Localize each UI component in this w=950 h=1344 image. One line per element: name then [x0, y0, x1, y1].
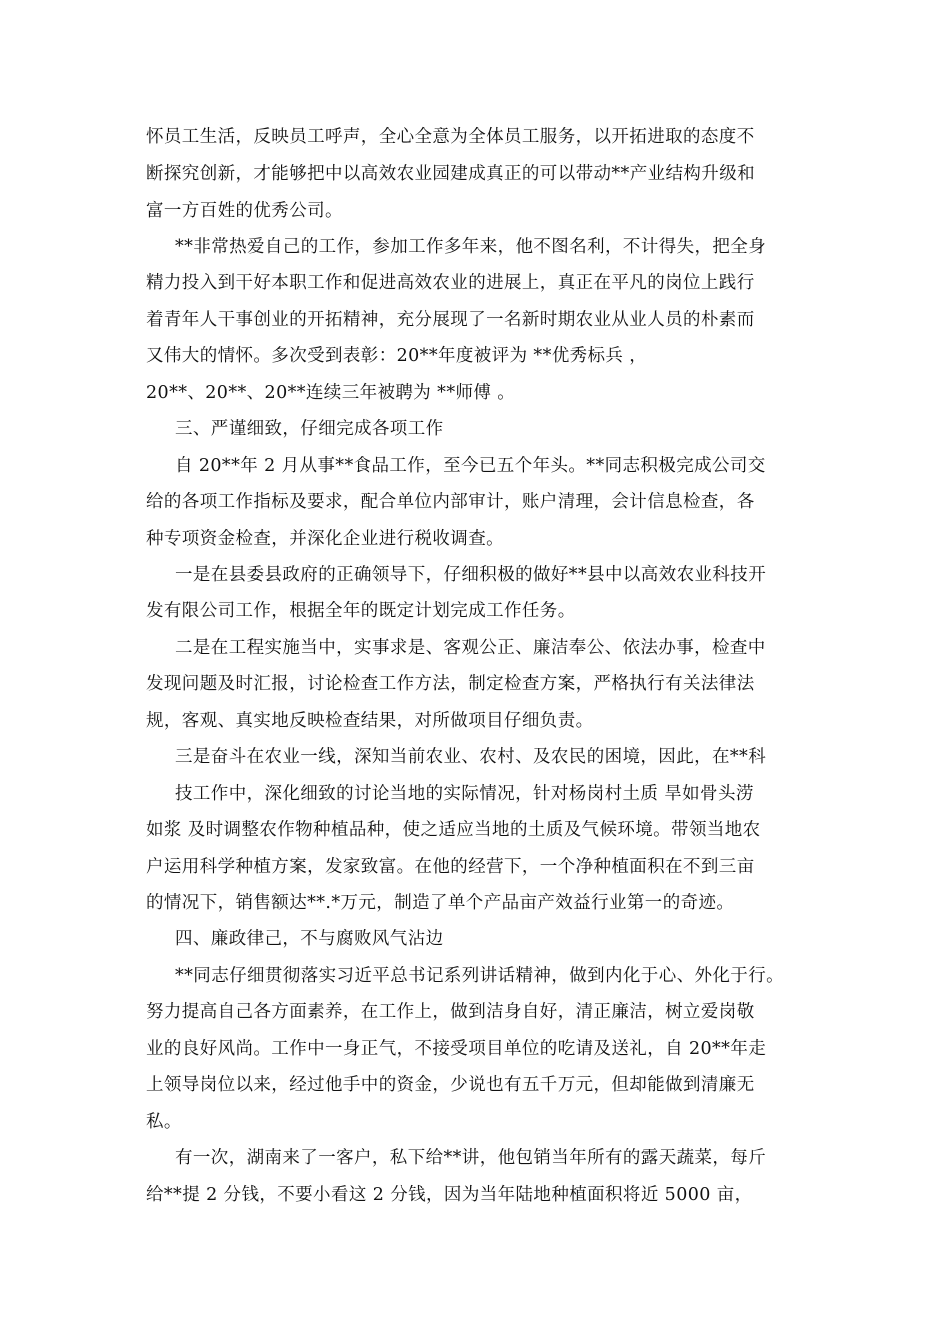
text-line: 怀员工生活，反映员工呼声，全心全意为全体员工服务，以开拓进取的态度不 [146, 127, 755, 147]
text-line: 种专项资金检查，并深化企业进行税收调查。 [146, 529, 504, 549]
text-line: 有一次，湖南来了一客户，私下给**讲，他包销当年所有的露天蔬菜，每斤 [175, 1148, 767, 1168]
text-line: 上领导岗位以来，经过他手中的资金，少说也有五千万元，但却能做到清廉无 [146, 1075, 755, 1095]
text-line: 着青年人干事创业的开拓精神，充分展现了一名新时期农业从业人员的朴素而 [146, 310, 755, 330]
text-line: 的情况下，销售额达**.*万元，制造了单个产品亩产效益行业第一的奇迹。 [146, 893, 735, 913]
text-line: **同志仔细贯彻落实习近平总书记系列讲话精神，做到内化于心、外化于行。 [175, 966, 784, 986]
text-line: 又伟大的情怀。多次受到表彰：20**年度被评为 **优秀标兵 ， [146, 346, 648, 366]
text-line: 发有限公司工作，根据全年的既定计划完成工作任务。 [146, 601, 576, 621]
text-line: 如浆 及时调整农作物种植品种，使之适应当地的土质及气候环境。带领当地农 [146, 820, 761, 840]
text-line: 业的良好风尚。工作中一身正气，不接受项目单位的吃请及送礼，自 20**年走 [146, 1039, 767, 1059]
text-line: 精力投入到干好本职工作和促进高效农业的进展上，真正在平凡的岗位上践行 [146, 273, 755, 293]
text-line: 三是奋斗在农业一线，深知当前农业、农村、及农民的困境，因此，在**科 [175, 747, 767, 767]
text-line: 规，客观、真实地反映检查结果，对所做项目仔细负责。 [146, 711, 594, 731]
text-line: 断探究创新，才能够把中以高效农业园建成真正的可以带动**产业结构升级和 [146, 164, 755, 184]
text-line: 二是在工程实施当中，实事求是、客观公正、廉洁奉公、依法办事，检查中 [175, 638, 766, 658]
text-line: 一是在县委县政府的正确领导下，仔细积极的做好**县中以高效农业科技开 [175, 565, 767, 585]
text-line: 发现问题及时汇报，讨论检查工作方法，制定检查方案，严格执行有关法律法 [146, 674, 755, 694]
text-line: **非常热爱自己的工作，参加工作多年来，他不图名利，不计得失，把全身 [175, 237, 767, 257]
section-heading: 三、严谨细致，仔细完成各项工作 [175, 419, 444, 439]
text-line: 努力提高自己各方面素养，在工作上，做到洁身自好，清正廉洁，树立爱岗敬 [146, 1002, 755, 1022]
section-heading: 四、廉政律己，不与腐败风气沾边 [175, 929, 444, 949]
text-line: 户运用科学种植方案，发家致富。在他的经营下，一个净种植面积在不到三亩 [146, 857, 755, 877]
text-line: 给**提 2 分钱，不要小看这 2 分钱，因为当年陆地种植面积将近 5000 亩， [146, 1185, 753, 1205]
text-line: 自 20**年 2 月从事**食品工作，至今已五个年头。**同志积极完成公司交 [175, 456, 766, 476]
text-line: 20**、20**、20**连续三年被聘为 **师傅 。 [146, 383, 516, 403]
text-line: 富一方百姓的优秀公司。 [146, 201, 343, 221]
text-line: 私。 [146, 1112, 182, 1132]
text-line: 技工作中，深化细致的讨论当地的实际情况，针对杨岗村土质 旱如骨头涝 [175, 784, 754, 804]
text-line: 给的各项工作指标及要求，配合单位内部审计，账户清理，会计信息检查，各 [146, 492, 755, 512]
